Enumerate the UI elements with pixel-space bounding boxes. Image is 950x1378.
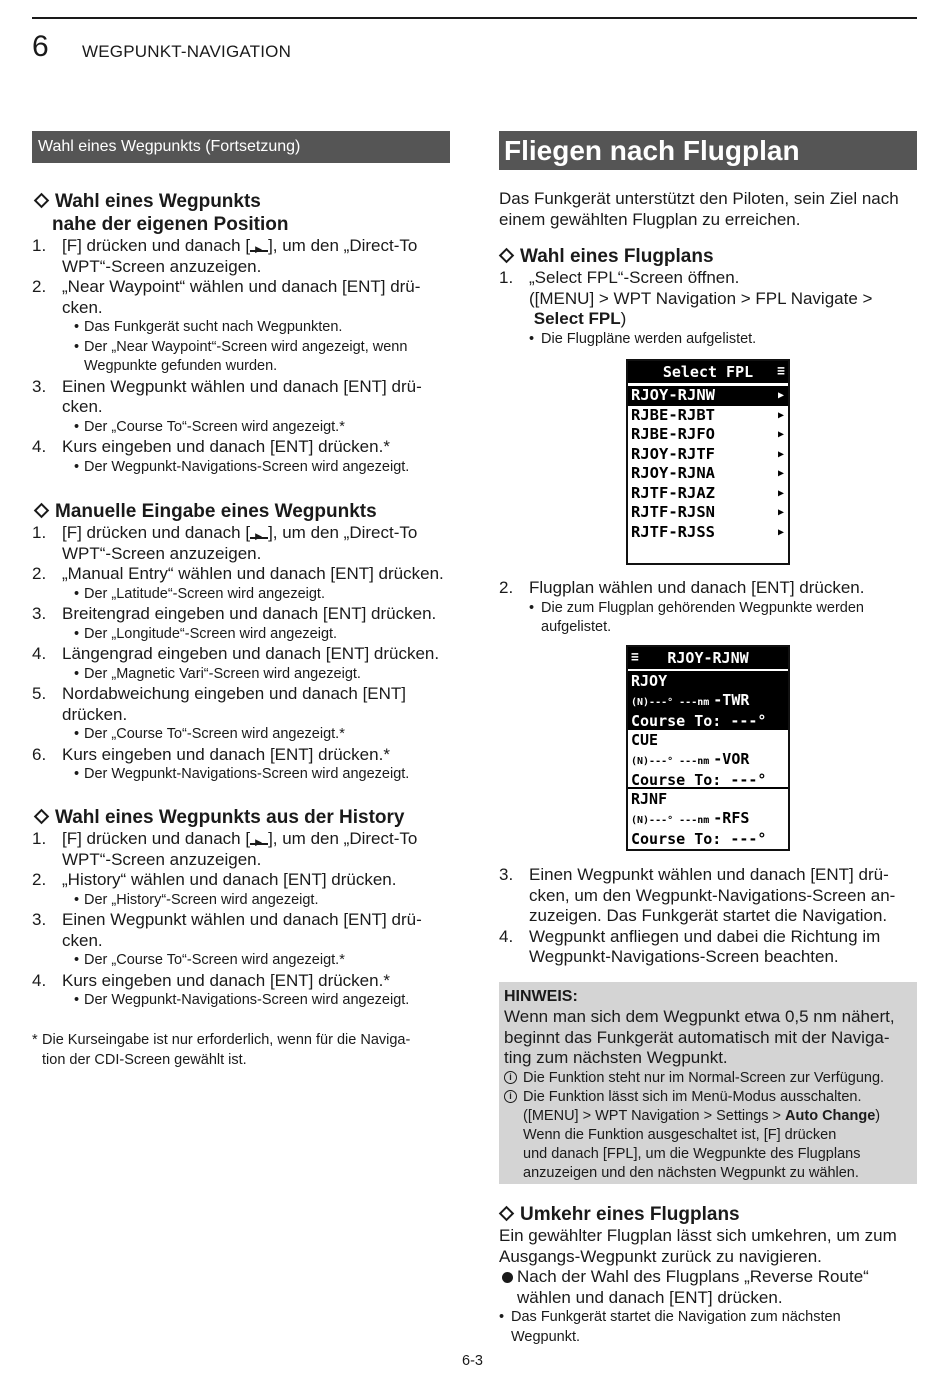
waypoint-distance: (N)---° ---nm — [631, 755, 710, 767]
waypoint-type: -VOR — [713, 749, 750, 768]
para-line: Ausgangs-Wegpunkt zurück zu navigieren. — [499, 1246, 822, 1266]
step-text: „Manual Entry“ wählen und danach [ENT] drücken. — [62, 564, 444, 583]
intro-paragraph — [499, 189, 919, 230]
step-text: Flugplan wählen und danach [ENT] drücken. — [529, 578, 865, 597]
bullet: • Der Wegpunkt-Navigations-Screen wird angezeigt. — [32, 991, 452, 1011]
step-text: Kurs eingeben und danach [ENT] drücken.* — [62, 970, 390, 990]
step-text: cken. — [62, 397, 103, 416]
info-text: ([MENU] > WPT Navigation > Settings > — [523, 1107, 786, 1124]
fpl-list — [628, 383, 788, 542]
screen-title: RJOY-RJNW — [667, 649, 749, 667]
menu-icon: ≡ — [631, 650, 639, 665]
fpl-name: RJTF-RJSN — [631, 503, 715, 521]
step-text: WPT“-Screen anzuzeigen. — [62, 256, 262, 276]
bullet: • Der „Course To“-Screen wird angezeigt.* — [32, 951, 452, 971]
heading-line-2: nahe der eigenen Position — [52, 214, 289, 235]
step-number: 2. — [32, 277, 47, 296]
step-number: 1. — [32, 523, 47, 542]
chevron-right-icon: ▶ — [777, 448, 784, 460]
heading-text: Wahl eines Wegpunkts aus der History — [55, 807, 405, 828]
step-text: WPT“-Screen anzuzeigen. — [62, 849, 262, 869]
step-text: Breitengrad eingeben und danach [ENT] drücken. — [62, 604, 437, 623]
fpl-name: RJBE-RJFO — [631, 425, 715, 443]
step-text: Einen Wegpunkt wählen und danach [ENT] drü- — [529, 865, 889, 884]
steps-select-fpl-cont — [499, 578, 919, 638]
step-text: Nach der Wahl des Flugplans „Reverse Route“ — [517, 1267, 869, 1286]
chevron-right-icon: ▶ — [777, 487, 784, 499]
note-line: ting zum nächsten Wegpunkt. — [504, 1048, 728, 1067]
chevron-right-icon: ▶ — [777, 390, 784, 401]
direct-to-key-icon — [250, 527, 268, 539]
screen-header — [628, 361, 788, 383]
step-number: 1. — [499, 268, 514, 287]
step-text: wählen und danach [ENT] drücken. — [517, 1287, 783, 1307]
fpl-list-item[interactable] — [628, 445, 788, 465]
bullet: • Der Wegpunkt-Navigations-Screen wird angezeigt. — [32, 458, 452, 478]
step — [499, 268, 919, 330]
step-text: Einen Wegpunkt wählen und danach [ENT] drü- — [62, 910, 422, 929]
heading-manual-entry — [32, 500, 452, 523]
footnote-text — [32, 1031, 452, 1070]
bullet: • Der Wegpunkt-Navigations-Screen wird angezeigt. — [32, 765, 452, 785]
bullet-text: Wegpunkte gefunden wurden. — [84, 358, 278, 374]
info-text: Die Funktion steht nur im Normal-Screen zur Verfügung. — [523, 1069, 885, 1086]
info-text: Die Funktion lässt sich im Menü-Modus ausschalten. — [523, 1088, 862, 1105]
intro-text — [499, 189, 919, 230]
step-text: ], um den „Direct-To — [268, 523, 418, 542]
section-near-waypoint — [32, 190, 452, 477]
step-number: 3. — [32, 604, 47, 623]
waypoint-name: CUE — [631, 731, 659, 749]
heading-reverse-fpl — [499, 1203, 919, 1226]
page-number: 6-3 — [462, 1353, 483, 1369]
waypoint-name: RJNF — [631, 790, 668, 808]
screen-header — [628, 647, 788, 669]
step-number: 3. — [32, 910, 47, 929]
bullet: • Die Flugpläne werden aufgelistet. — [499, 330, 919, 350]
step-text: cken. — [62, 297, 103, 317]
waypoint-distance: (N)---° ---nm — [631, 814, 710, 826]
step — [32, 745, 452, 766]
chevron-right-icon: ▶ — [777, 507, 784, 518]
select-fpl-screen — [626, 359, 790, 565]
note-line: beginnt das Funkgerät automatisch mit der Naviga- — [504, 1027, 890, 1047]
step-number: 3. — [499, 865, 514, 884]
diamond-icon — [34, 193, 50, 209]
info-item — [504, 1088, 912, 1183]
step-text: [F] drücken und danach [ — [62, 523, 251, 542]
chevron-right-icon: ▶ — [777, 429, 784, 440]
footnote — [32, 1031, 452, 1070]
top-rule — [32, 17, 917, 19]
step-text: „History“ wählen und danach [ENT] drücken. — [62, 870, 397, 889]
step-text: cken, um den Wegpunkt-Navigations-Screen an- — [529, 885, 896, 905]
step-number: 4. — [32, 970, 47, 990]
bullet: • Der „History“-Screen wird angezeigt. — [32, 891, 452, 911]
intro-line: einem gewählten Flugplan zu erreichen. — [499, 209, 801, 229]
reverse-step — [499, 1267, 919, 1308]
bullet-dot-icon — [502, 1272, 513, 1283]
screen-title: Select FPL — [662, 363, 754, 381]
bullet: • Der „Course To“-Screen wird angezeigt.* — [32, 418, 452, 438]
bullet-text: Die zum Flugplan gehörenden Wegpunkte werden — [541, 599, 864, 616]
note-paragraph — [504, 1007, 912, 1069]
step — [32, 437, 452, 458]
waypoint-course: Course To: ---° — [631, 712, 767, 730]
step-number: 1. — [32, 236, 47, 255]
chevron-right-icon: ▶ — [777, 409, 784, 421]
info-item — [504, 1069, 912, 1088]
step — [32, 971, 452, 992]
heading-line-1: Wahl eines Wegpunkts — [55, 191, 261, 212]
step-number: 4. — [32, 437, 47, 456]
step — [499, 865, 919, 927]
waypoint-type: -TWR — [713, 690, 750, 709]
para-line: Ein gewählter Flugplan lässt sich umkehren, um zum — [499, 1226, 897, 1245]
step-number: 5. — [32, 684, 47, 703]
section-title-bar: Fliegen nach Flugplan — [499, 131, 917, 170]
step — [32, 523, 452, 564]
direct-to-key-icon — [250, 240, 268, 252]
step-text: Nordabweichung eingeben und danach [ENT] — [62, 684, 407, 703]
info-text: Wenn die Funktion ausgeschaltet ist, [F] drücken — [523, 1126, 837, 1143]
info-icon: i — [504, 1090, 517, 1103]
step-text-bold: Select FPL — [533, 309, 621, 328]
heading-history — [32, 806, 452, 829]
fpl-list-item[interactable] — [628, 386, 788, 406]
step-text: Wegpunkt anfliegen und dabei die Richtung im — [529, 926, 881, 946]
fpl-list-item[interactable] — [628, 503, 788, 523]
bullet: • Der „Course To“-Screen wird angezeigt.* — [32, 725, 452, 745]
step — [32, 870, 452, 891]
step-number: 2. — [32, 870, 47, 889]
step — [32, 604, 452, 625]
chevron-right-icon: ▶ — [777, 526, 784, 538]
step — [32, 829, 452, 870]
bullet: • Der „Longitude“-Screen wird angezeigt. — [32, 625, 452, 645]
bullet-text: aufgelistet. — [541, 619, 612, 635]
step — [32, 377, 452, 418]
bullet — [499, 599, 919, 638]
waypoint-item[interactable] — [628, 730, 788, 789]
diamond-icon — [499, 248, 515, 264]
section-manual-entry — [32, 500, 452, 785]
heading-text: Manuelle Eingabe eines Wegpunkts — [55, 501, 377, 522]
step-text: zuzeigen. Das Funkgerät startet die Navigation. — [529, 906, 888, 925]
step-text: „Near Waypoint“ wählen und danach [ENT] drü- — [62, 277, 421, 296]
step-text: [F] drücken und danach [ — [62, 829, 251, 848]
chapter-title: WEGPUNKT-NAVIGATION — [82, 42, 292, 61]
fpl-name: RJTF-RJSS — [631, 522, 715, 541]
chapter-number: 6 — [32, 30, 49, 63]
waypoint-distance: (N)---° ---nm — [631, 696, 710, 708]
waypoint-name: RJOY — [631, 672, 668, 690]
step-text: ], um den „Direct-To — [268, 829, 418, 848]
fpl-name: RJBE-RJBT — [631, 405, 715, 424]
note-line: Wenn man sich dem Wegpunkt etwa 0,5 nm nähert, — [504, 1007, 895, 1026]
fpl-list-item[interactable] — [628, 464, 788, 484]
section-history — [32, 806, 452, 1011]
waypoint-bearing-line — [631, 750, 785, 772]
waypoint-course: Course To: ---° — [631, 830, 767, 848]
bullet-text: Das Funkgerät startet die Navigation zum nächsten — [511, 1309, 841, 1325]
step — [499, 927, 919, 968]
step — [499, 578, 919, 599]
bullet-text: Wegpunkt. — [511, 1328, 581, 1345]
note-box — [499, 982, 917, 1184]
info-text: und danach [FPL], um die Wegpunkte des Flugplans — [523, 1145, 861, 1162]
menu-icon: ≡ — [777, 364, 785, 379]
flight-plan-waypoints-screen — [626, 645, 790, 851]
fpl-name: RJOY-RJNW — [631, 386, 715, 404]
step-text: cken. — [62, 930, 103, 950]
step-number: 4. — [32, 644, 47, 663]
steps-navigate — [499, 865, 919, 968]
heading-text: Wahl eines Flugplans — [520, 246, 714, 267]
section-reverse-fpl — [499, 1203, 919, 1347]
step-text: Kurs eingeben und danach [ENT] drücken.* — [62, 744, 390, 764]
step — [32, 236, 452, 277]
info-text: anzuzeigen und den nächsten Wegpunkt zu wählen. — [523, 1164, 859, 1181]
step-number: 6. — [32, 744, 47, 764]
bullet: • Das Funkgerät sucht nach Wegpunkten. — [32, 318, 452, 338]
step-text: ) — [620, 309, 627, 328]
step-text: ], um den „Direct-To — [268, 236, 418, 255]
step-text: „Select FPL“-Screen öffnen. — [529, 268, 740, 287]
waypoint-item[interactable] — [628, 789, 788, 848]
footnote-line: tion der CDI-Screen gewählt ist. — [42, 1051, 247, 1068]
step — [32, 564, 452, 585]
bullet: • Der „Magnetic Vari“-Screen wird angezeigt. — [32, 665, 452, 685]
fpl-list-item[interactable] — [628, 406, 788, 426]
info-icon: i — [504, 1071, 517, 1084]
fpl-name: RJOY-RJTF — [631, 444, 715, 463]
info-text: ) — [875, 1107, 881, 1124]
footnote-line: Die Kurseingabe ist nur erforderlich, wenn für die Naviga- — [42, 1032, 411, 1048]
step — [32, 644, 452, 665]
waypoint-course: Course To: ---° — [631, 771, 767, 789]
step-number: 4. — [499, 926, 514, 946]
diamond-icon — [34, 503, 50, 519]
fpl-list-item[interactable] — [628, 523, 788, 543]
bullet — [32, 338, 452, 377]
step-number: 2. — [32, 564, 47, 583]
heading-select-fpl — [499, 245, 919, 268]
step-number: 1. — [32, 829, 47, 848]
note-title: HINWEIS: — [504, 988, 578, 1005]
step-text: WPT“-Screen anzuzeigen. — [62, 543, 262, 563]
reverse-paragraph — [499, 1226, 919, 1267]
bullet: • Der „Latitude“-Screen wird angezeigt. — [32, 585, 452, 605]
diamond-icon — [34, 809, 50, 825]
heading-text: Umkehr eines Flugplans — [520, 1204, 740, 1225]
waypoint-item[interactable] — [628, 671, 788, 730]
step-number: 2. — [499, 578, 514, 597]
info-text-bold: Auto Change — [785, 1107, 876, 1124]
step — [32, 910, 452, 951]
intro-line: Das Funkgerät unterstützt den Piloten, sein Ziel nach — [499, 189, 899, 208]
diamond-icon — [499, 1206, 515, 1222]
fpl-list-item[interactable] — [628, 425, 788, 445]
waypoint-bearing-line — [631, 691, 785, 713]
waypoint-bearing-line — [631, 809, 785, 831]
section-select-fpl — [499, 245, 919, 349]
fpl-name: RJOY-RJNA — [631, 464, 715, 482]
fpl-list-item[interactable] — [628, 484, 788, 504]
waypoint-type: -RFS — [713, 808, 750, 827]
direct-to-key-icon — [250, 833, 268, 845]
chevron-right-icon: ▶ — [777, 468, 784, 479]
waypoint-list — [628, 669, 788, 848]
continuation-bar: Wahl eines Wegpunkts (Fortsetzung) — [32, 131, 450, 163]
step-text: [F] drücken und danach [ — [62, 236, 251, 255]
bullet-text: Der „Near Waypoint“-Screen wird angezeigt, wenn — [84, 338, 408, 355]
step — [32, 277, 452, 318]
step — [32, 684, 452, 725]
step-text: Längengrad eingeben und danach [ENT] drücken. — [62, 644, 440, 663]
step-text: drücken. — [62, 704, 128, 724]
step-text: ([MENU] > WPT Navigation > FPL Navigate > — [529, 288, 873, 308]
step-number: 3. — [32, 376, 47, 396]
fpl-name: RJTF-RJAZ — [631, 483, 715, 502]
asterisk: * — [32, 1032, 38, 1048]
step-text: Kurs eingeben und danach [ENT] drücken.* — [62, 437, 390, 456]
step-text: Wegpunkt-Navigations-Screen beachten. — [529, 947, 839, 966]
step-text: Einen Wegpunkt wählen und danach [ENT] drü- — [62, 376, 422, 396]
heading-near-waypoint — [32, 190, 452, 236]
bullet — [499, 1308, 919, 1347]
